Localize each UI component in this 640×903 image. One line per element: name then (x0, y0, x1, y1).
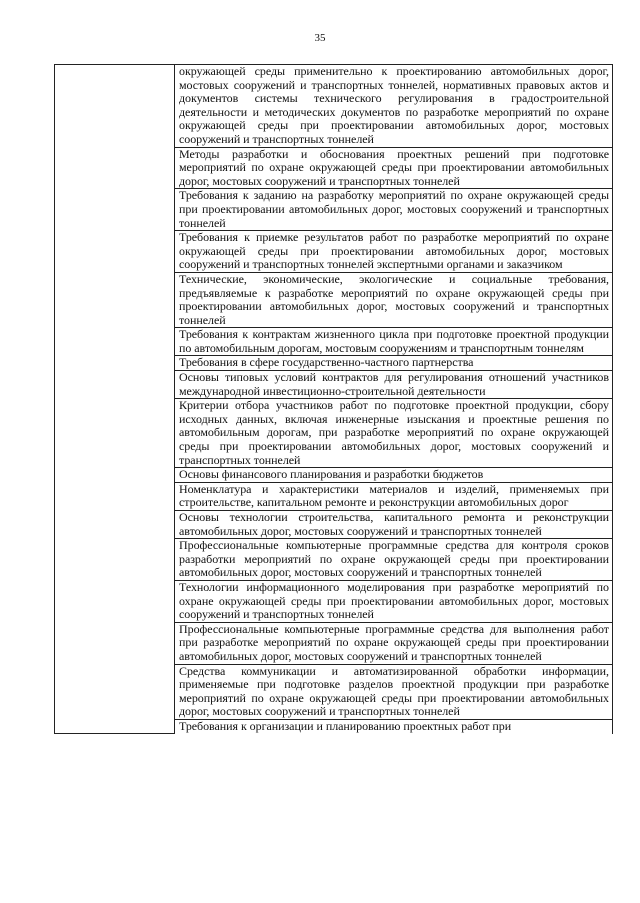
table-cell (175, 356, 613, 371)
table-cell (175, 539, 613, 581)
table-cell (175, 147, 613, 189)
cell-text: Требования к контрактам жизненного цикла при подготовке проектной продукции по автомобильным дорогам, мостовым сооружениям и транспортным тоннелям (179, 327, 609, 355)
table-cell (175, 65, 613, 148)
table-cell (175, 231, 613, 273)
cell-text: Методы разработки и обоснования проектных решений при подготовке мероприятий по охране окружающей среды при проектировании автомобильных дорог, мостовых сооружений и транспортных тоннелей (179, 146, 609, 188)
cell-text: Профессиональные компьютерные программные средства для контроля сроков разработки мероприятий по охране окружающей среды при проектировании автомобильных дорог, мостовых сооружений и транспортных тоннелей (179, 538, 609, 580)
cell-text: Критерии отбора участников работ по подготовке проектной продукции, сбору исходных данных, включая инженерные изыскания и проектные решения по автомобильным дорогам, при разработке мероприятий по охране окружающей среды при проектировании автомобильных дорог, мостовых сооружений и транспортных тоннелей (179, 398, 609, 467)
cell-text: Требования к организации и планированию проектных работ при (179, 718, 512, 733)
table-cell (175, 719, 613, 733)
table-cell (175, 580, 613, 622)
cell-text: Основы финансового планирования и разработки бюджетов (179, 467, 484, 482)
table-row (55, 65, 613, 148)
cell-text: Средства коммуникации и автоматизированной обработки информации, применяемые при подготовке разделов проектной продукции при разработке мероприятий по охране окружающей среды при проектировании автомобильных дорог, мостовых сооружений и транспортных тоннелей (179, 663, 609, 719)
table-cell (175, 511, 613, 539)
cell-text: Требования к заданию на разработку мероприятий по охране окружающей среды при проектировании автомобильных дорог, мостовых сооружений и транспортных тоннелей (179, 188, 609, 230)
page-number: 35 (314, 32, 326, 44)
cell-text: Основы типовых условий контрактов для регулирования отношений участников международной инвестиционно-строительной деятельности (179, 370, 609, 398)
table-cell (175, 371, 613, 399)
cell-text: Требования в сфере государственно-частного партнерства (179, 355, 474, 370)
table-cell (175, 622, 613, 664)
cell-text: Основы технологии строительства, капитального ремонта и реконструкции автомобильных дорог, мостовых сооружений и транспортных тоннелей (179, 510, 609, 538)
knowledge-requirements-table (54, 64, 613, 734)
cell-text: Требования к приемке результатов работ по разработке мероприятий по охране окружающей среды при проектировании автомобильных дорог, мостовых сооружений и транспортных тоннелей экспертными органами и заказчиком (179, 230, 609, 272)
table-cell (175, 328, 613, 356)
table-cell (175, 664, 613, 719)
cell-text: Технологии информационного моделирования при разработке мероприятий по охране окружающей среды при проектировании автомобильных дорог, мостовых сооружений и транспортных тоннелей (179, 579, 609, 622)
cell-text: Профессиональные компьютерные программные средства для выполнения работ при разработке мероприятий по охране окружающей среды при проектировании автомобильных дорог, мостовых сооружений и транспортных тоннелей (179, 621, 609, 663)
left-empty-column (55, 65, 175, 734)
table-cell (175, 399, 613, 468)
table-cell (175, 482, 613, 510)
cell-text: окружающей среды применительно к проектированию автомобильных дорог, мостовых сооружений и транспортных тоннелей, нормативных правовых актов и документов системы технического регулирования в градостроительной деятельности и методических документов по разработке мероприятий по охране окружающей среды при проектировании автомобильных дорог, мостовых сооружений и транспортных тоннелей (179, 64, 609, 146)
table-cell (175, 272, 613, 327)
cell-text: Технические, экономические, экологические и социальные требования, предъявляемые к разработке мероприятий по охране окружающей среды при проектировании автомобильных дорог, мостовых сооружений и транспортных тоннелей (179, 271, 609, 327)
table-cell (175, 189, 613, 231)
cell-text: Номенклатура и характеристики материалов и изделий, применяемых при строительстве, капитальном ремонте и реконструкции автомобильных дорог (179, 481, 609, 510)
table-cell (175, 468, 613, 483)
